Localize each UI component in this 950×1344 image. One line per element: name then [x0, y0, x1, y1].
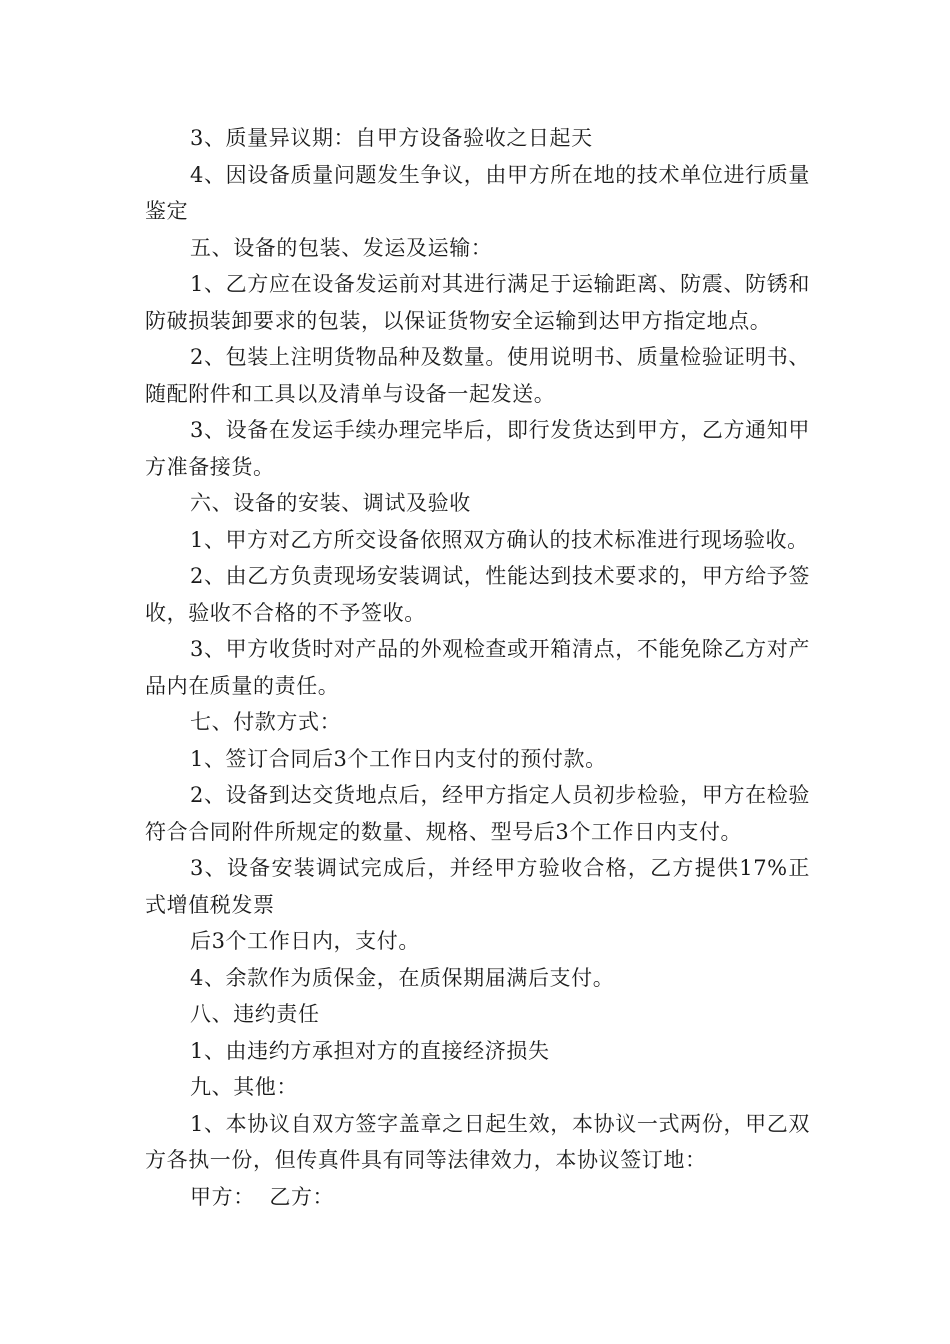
paragraph-invoice: 3、设备安装调试完成后，并经甲方验收合格，乙方提供17%正式增值税发票: [145, 856, 810, 917]
paragraph-effective-date: 1、本协议自双方签字盖章之日起生效，本协议一式两份，甲乙双方各执一份，但传真件具有同等法律效力，本协议签订地：: [145, 1111, 810, 1172]
paragraph-installation-debugging: 2、由乙方负责现场安装调试，性能达到技术要求的，甲方给予签收，验收不合格的不予签收。: [145, 564, 810, 625]
signature-parties: 甲方： 乙方：: [190, 1184, 335, 1209]
paragraph-shipping-notice: 3、设备在发运手续办理完毕后，即行发货达到甲方，乙方通知甲方准备接货。: [145, 418, 810, 479]
paragraph-quality-objection-period: 3、质量异议期：自甲方设备验收之日起天: [190, 126, 593, 150]
paragraph-invoice-payment: 后3个工作日内，支付。: [190, 929, 420, 953]
paragraph-retention: 4、余款作为质保金，在质保期届满后支付。: [190, 965, 615, 990]
paragraph-prepayment: 1、签订合同后3个工作日内支付的预付款。: [190, 746, 607, 771]
paragraph-inspection-responsibility: 3、甲方收货时对产品的外观检查或开箱清点，不能免除乙方对产品内在质量的责任。: [145, 637, 810, 698]
paragraph-packaging-label: 2、包装上注明货物品种及数量。使用说明书、质量检验证明书、随配附件和工具以及清单与设备一起发送。: [145, 345, 810, 406]
paragraph-onsite-acceptance: 1、甲方对乙方所交设备依照双方确认的技术标准进行现场验收。: [190, 527, 809, 552]
document-body: [145, 120, 810, 1215]
paragraph-packaging-requirement: 1、乙方应在设备发运前对其进行满足于运输距离、防震、防锈和防破损装卸要求的包装，以保证货物安全运输到达甲方指定地点。: [145, 272, 810, 333]
paragraph-quality-dispute: 4、因设备质量问题发生争议，由甲方所在地的技术单位进行质量鉴定: [145, 162, 810, 223]
paragraph-breach-loss: 1、由违约方承担对方的直接经济损失: [190, 1038, 550, 1063]
section-heading-breach: 八、违约责任: [190, 1002, 320, 1026]
section-heading-packaging: 五、设备的包装、发运及运输：: [190, 235, 493, 260]
section-heading-other: 九、其他：: [190, 1075, 298, 1099]
paragraph-delivery-payment: 2、设备到达交货地点后，经甲方指定人员初步检验，甲方在检验符合合同附件所规定的数量、规格、型号后3个工作日内支付。: [145, 783, 810, 844]
section-heading-installation: 六、设备的安装、调试及验收: [190, 491, 471, 515]
section-heading-payment: 七、付款方式：: [190, 710, 342, 734]
